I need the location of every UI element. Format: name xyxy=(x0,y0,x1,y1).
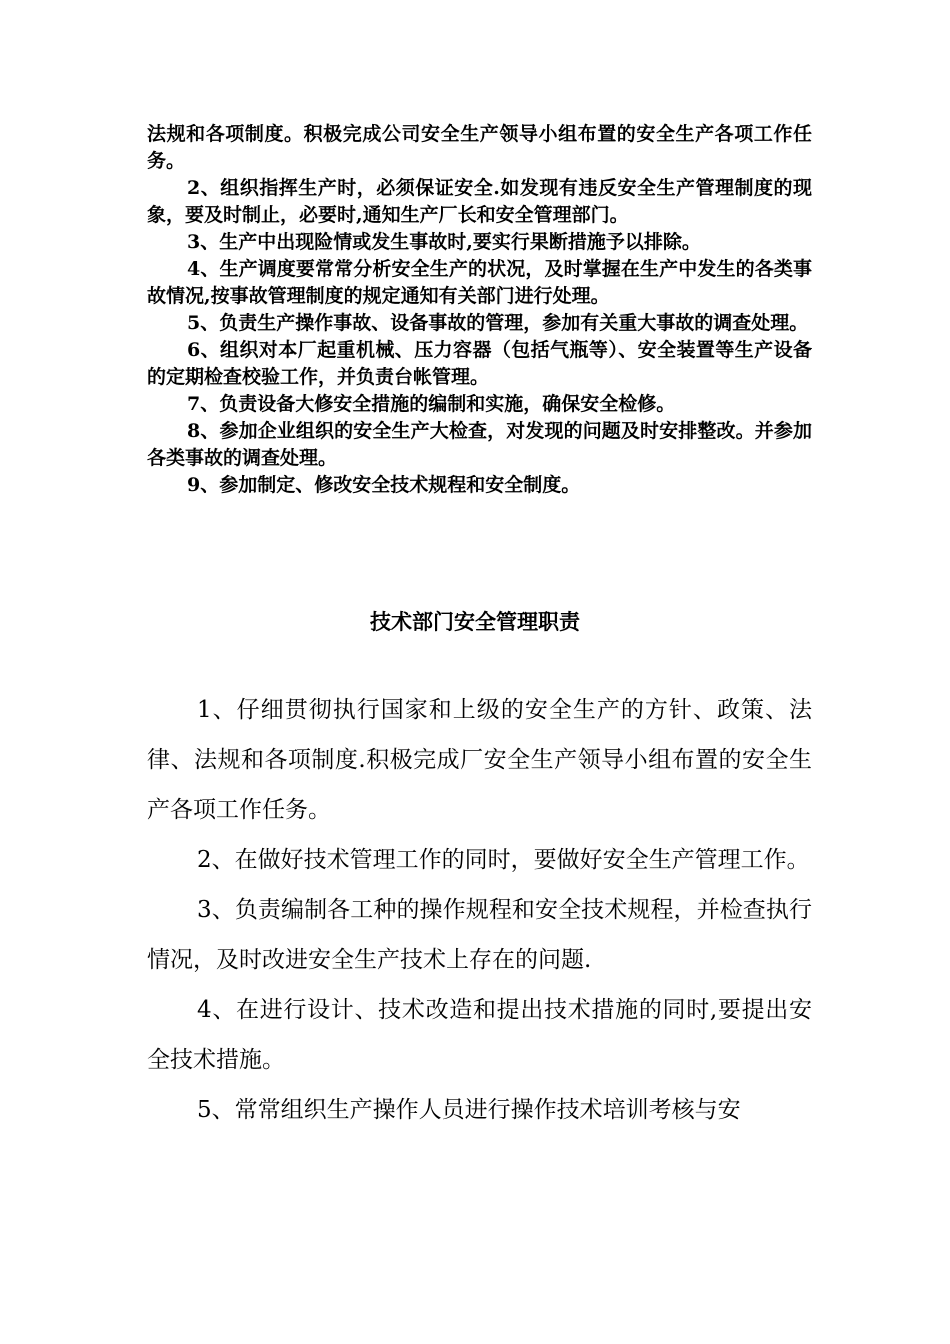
tech-paragraph-4: 4、在进行设计、技术改造和提出技术措施的同时,要提出安全技术措施。 xyxy=(147,997,812,1073)
upper-paragraph-5: 6、组织对本厂起重机械、压力容器（包括气瓶等）、安全装置等生产设备的定期检查校验工作，并负责台帐管理。 xyxy=(147,339,812,388)
upper-section xyxy=(147,121,812,499)
upper-paragraph-4: 5、负责生产操作事故、设备事故的管理，参加有关重大事故的调查处理。 xyxy=(187,312,809,334)
tech-paragraph-1: 1、仔细贯彻执行国家和上级的安全生产的方针、政策、法律、法规和各项制度.积极完成厂安全生产领导小组布置的安全生产各项工作任务。 xyxy=(147,697,812,823)
tech-paragraph-5: 5、常常组织生产操作人员进行操作技术培训考核与安 xyxy=(197,1097,741,1123)
tech-paragraph-2: 2、在做好技术管理工作的同时，要做好安全生产管理工作。 xyxy=(197,847,810,873)
upper-paragraph-3: 4、生产调度要常常分析安全生产的状况，及时掌握在生产中发生的各类事故情况,按事故管理制度的规定通知有关部门进行处理。 xyxy=(147,258,812,307)
section-title: 技术部门安全管理职责 xyxy=(370,610,580,634)
upper-paragraph-2: 3、生产中出现险情或发生事故时,要实行果断措施予以排除。 xyxy=(187,231,701,253)
upper-paragraph-0: 法规和各项制度。积极完成公司安全生产领导小组布置的安全生产各项工作任务。 xyxy=(147,123,812,172)
tech-paragraph-3: 3、负责编制各工种的操作规程和安全技术规程，并检查执行情况，及时改进安全生产技术上存在的问题. xyxy=(147,897,812,973)
upper-paragraph-8: 9、参加制定、修改安全技术规程和安全制度。 xyxy=(187,474,581,496)
upper-paragraph-6: 7、负责设备大修安全措施的编制和实施，确保安全检修。 xyxy=(187,393,676,415)
upper-paragraph-1: 2、组织指挥生产时，必须保证安全.如发现有违反安全生产管理制度的现象，要及时制止，必要时,通知生产厂长和安全管理部门。 xyxy=(147,177,812,226)
tech-section xyxy=(147,685,812,1135)
upper-paragraph-7: 8、参加企业组织的安全生产大检查，对发现的问题及时安排整改。并参加各类事故的调查处理。 xyxy=(147,420,812,469)
